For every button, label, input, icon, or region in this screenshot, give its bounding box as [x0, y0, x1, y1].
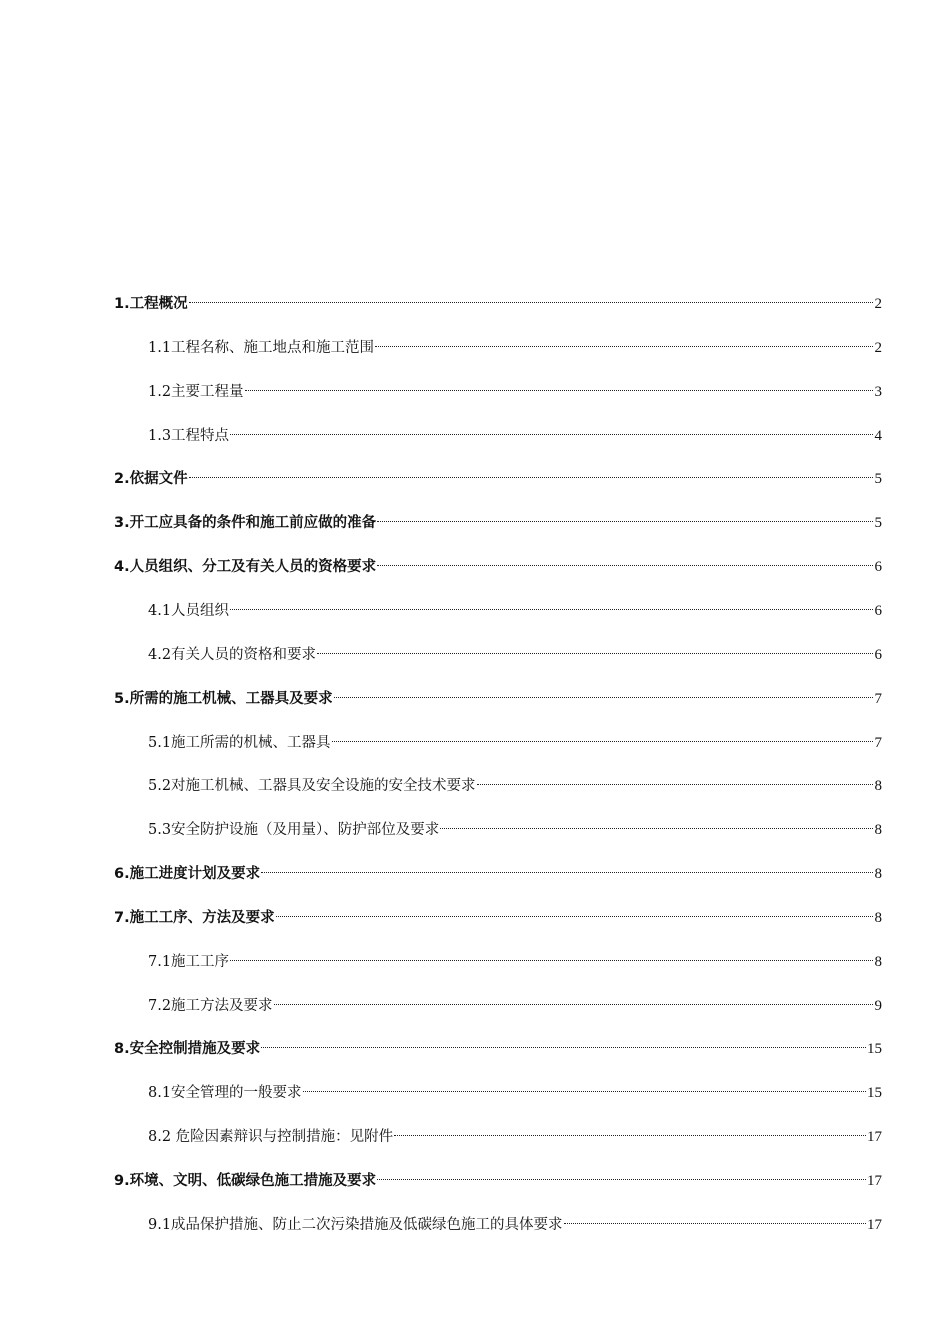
toc-entry-title: 1.1工程名称、施工地点和施工范围	[148, 339, 375, 356]
toc-dot-leader	[334, 697, 873, 698]
toc-dot-leader	[230, 609, 873, 610]
toc-entry-page-number: 8	[874, 822, 882, 839]
toc-entry[interactable]	[114, 862, 882, 886]
toc-entry-page-number: 5	[874, 515, 882, 532]
toc-dot-leader	[189, 302, 873, 303]
toc-dot-leader	[477, 784, 873, 785]
toc-dot-leader	[394, 1135, 866, 1136]
toc-dot-leader	[230, 960, 873, 961]
toc-entry[interactable]	[114, 511, 882, 535]
toc-dot-leader	[564, 1223, 866, 1224]
toc-entry[interactable]	[148, 818, 882, 842]
toc-entry-page-number: 8	[874, 866, 882, 883]
toc-entry[interactable]	[114, 906, 882, 930]
toc-entry[interactable]	[148, 994, 882, 1018]
toc-dot-leader	[261, 1047, 866, 1048]
toc-entry-page-number: 6	[874, 646, 882, 663]
toc-entry-page-number: 15	[867, 1085, 882, 1102]
toc-dot-leader	[317, 653, 873, 654]
toc-entry-title: 4.2有关人员的资格和要求	[148, 646, 317, 663]
toc-entry-page-number: 9	[874, 997, 882, 1014]
toc-entry[interactable]	[148, 424, 882, 448]
toc-entry-page-number: 4	[874, 427, 882, 444]
toc-entry[interactable]	[114, 1169, 882, 1193]
toc-entry-title: 5.所需的施工机械、工器具及要求	[114, 690, 333, 707]
toc-entry-page-number: 2	[874, 339, 882, 356]
toc-dot-leader	[245, 390, 873, 391]
toc-entry[interactable]	[148, 1125, 882, 1149]
toc-entry-page-number: 7	[874, 734, 882, 751]
toc-entry[interactable]	[148, 1213, 882, 1237]
toc-entry-page-number: 15	[867, 1041, 882, 1058]
toc-entry-page-number: 8	[874, 909, 882, 926]
toc-entry[interactable]	[148, 380, 882, 404]
toc-entry-title: 1.工程概况	[114, 296, 188, 312]
toc-dot-leader	[375, 346, 873, 347]
toc-dot-leader	[332, 741, 873, 742]
toc-entry[interactable]	[148, 336, 882, 360]
toc-entry-page-number: 3	[874, 383, 882, 400]
toc-entry-page-number: 17	[867, 1216, 882, 1233]
toc-entry-title: 5.1施工所需的机械、工器具	[148, 734, 331, 751]
toc-entry-title: 9.环境、文明、低碳绿色施工措施及要求	[114, 1173, 377, 1189]
toc-entry-title: 6.施工进度计划及要求	[114, 866, 261, 883]
toc-entry-title: 3.开工应具备的条件和施工前应做的准备	[114, 515, 377, 532]
toc-entry-title: 7.施工工序、方法及要求	[114, 909, 275, 926]
toc-entry[interactable]	[114, 467, 882, 491]
toc-entry-page-number: 5	[874, 471, 882, 488]
toc-entry-title: 9.1成品保护措施、防止二次污染措施及低碳绿色施工的具体要求	[148, 1216, 563, 1233]
toc-entry-title: 8.1安全管理的一般要求	[148, 1085, 302, 1102]
toc-dot-leader	[303, 1091, 866, 1092]
toc-dot-leader	[261, 872, 873, 873]
toc-entry-page-number: 6	[874, 559, 882, 576]
toc-dot-leader	[377, 565, 873, 566]
toc-entry[interactable]	[148, 1081, 882, 1105]
toc-dot-leader	[274, 1004, 873, 1005]
toc-dot-leader	[276, 916, 873, 917]
toc-entry[interactable]	[148, 731, 882, 755]
toc-entry-page-number: 8	[874, 953, 882, 970]
toc-entry-title: 4.人员组织、分工及有关人员的资格要求	[114, 559, 377, 576]
toc-entry-title: 5.2对施工机械、工器具及安全设施的安全技术要求	[148, 778, 476, 795]
toc-entry[interactable]	[148, 774, 882, 798]
toc-entry-page-number: 2	[874, 296, 882, 312]
toc-dot-leader	[189, 477, 873, 478]
toc-entry-page-number: 8	[874, 778, 882, 795]
toc-entry[interactable]	[114, 687, 882, 711]
toc-entry-title: 5.3安全防护设施（及用量）、防护部位及要求	[148, 822, 440, 839]
toc-entry[interactable]	[148, 599, 882, 623]
toc-entry-title: 7.2施工方法及要求	[148, 997, 273, 1014]
toc-entry-title: 4.1人员组织	[148, 602, 230, 619]
toc-dot-leader	[230, 434, 873, 435]
toc-entry-title: 1.3工程特点	[148, 427, 230, 444]
toc-entry-title: 2.依据文件	[114, 471, 188, 488]
toc-entry-page-number: 7	[874, 690, 882, 707]
toc-entry[interactable]	[148, 950, 882, 974]
toc-dot-leader	[440, 828, 873, 829]
toc-entry-title: 1.2主要工程量	[148, 383, 244, 400]
toc-entry-title: 8.安全控制措施及要求	[114, 1041, 261, 1058]
toc-entry-page-number: 6	[874, 602, 882, 619]
toc-dot-leader	[377, 521, 873, 522]
toc-entry-title: 7.1施工工序	[148, 953, 230, 970]
toc-entry[interactable]	[148, 643, 882, 667]
toc-entry-page-number: 17	[867, 1129, 882, 1146]
toc-entry-page-number: 17	[867, 1173, 882, 1189]
toc-entry[interactable]	[114, 1037, 882, 1061]
toc-entry[interactable]	[114, 292, 882, 316]
toc-entry-title: 8.2 危险因素辩识与控制措施：见附件	[148, 1129, 394, 1146]
toc-entry[interactable]	[114, 555, 882, 579]
toc-dot-leader	[377, 1179, 866, 1180]
